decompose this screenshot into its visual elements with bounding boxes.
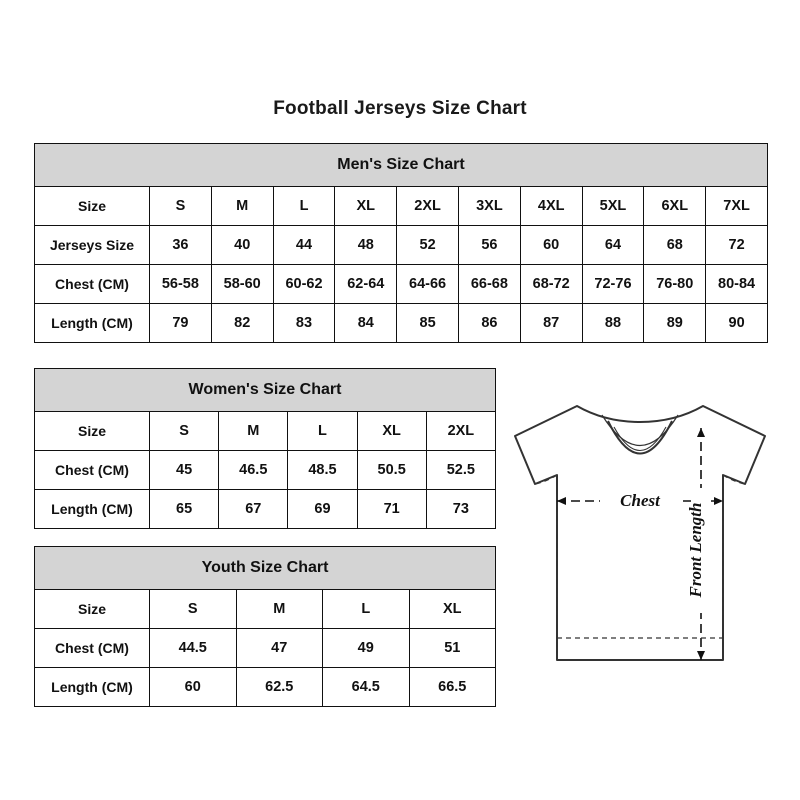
v-neck-icon [608, 421, 672, 454]
cell: XL [357, 412, 426, 451]
cell: L [273, 187, 335, 226]
length-arrow-top-icon [697, 428, 705, 437]
cell: 44 [273, 226, 335, 265]
cell: 2XL [397, 187, 459, 226]
cell: 86 [458, 304, 520, 343]
cell: 65 [150, 490, 219, 529]
cell: 85 [397, 304, 459, 343]
shirt-outline-icon [515, 406, 765, 660]
mens-size-table [34, 143, 768, 343]
womens-table-caption: Women's Size Chart [35, 369, 496, 412]
cell: 64.5 [323, 668, 410, 707]
cell: 50.5 [357, 451, 426, 490]
cell: 48 [335, 226, 397, 265]
cell: 62-64 [335, 265, 397, 304]
cell: 60-62 [273, 265, 335, 304]
cell: M [236, 590, 323, 629]
cell: 40 [211, 226, 273, 265]
cell: 48.5 [288, 451, 357, 490]
cell: 80-84 [706, 265, 768, 304]
cell: 60 [150, 668, 237, 707]
cell: 88 [582, 304, 644, 343]
cell: 64-66 [397, 265, 459, 304]
cell: 49 [323, 629, 410, 668]
row-header: Length (CM) [35, 668, 150, 707]
cell: 87 [520, 304, 582, 343]
cell: 56 [458, 226, 520, 265]
cell: 45 [150, 451, 219, 490]
cell: 68-72 [520, 265, 582, 304]
table-row [35, 265, 768, 304]
cell: 68 [644, 226, 706, 265]
cell: 72 [706, 226, 768, 265]
cell: 47 [236, 629, 323, 668]
cell: 73 [426, 490, 495, 529]
cell: L [323, 590, 410, 629]
cell: 72-76 [582, 265, 644, 304]
table-caption-row [35, 547, 496, 590]
row-header: Size [35, 412, 150, 451]
cell: 76-80 [644, 265, 706, 304]
cell: 69 [288, 490, 357, 529]
womens-size-table [34, 368, 496, 529]
cell: XL [409, 590, 496, 629]
cell: 64 [582, 226, 644, 265]
cell: 83 [273, 304, 335, 343]
row-header: Chest (CM) [35, 265, 150, 304]
row-header: Chest (CM) [35, 629, 150, 668]
youth-size-table [34, 546, 496, 707]
table-row [35, 304, 768, 343]
cell: 62.5 [236, 668, 323, 707]
mens-table-caption: Men's Size Chart [35, 144, 768, 187]
row-header: Length (CM) [35, 490, 150, 529]
cell: 2XL [426, 412, 495, 451]
front-length-label: Front Length [686, 502, 705, 598]
cell: 3XL [458, 187, 520, 226]
length-arrow-bottom-icon [697, 651, 705, 660]
jersey-measurement-diagram [505, 398, 775, 688]
cell: 71 [357, 490, 426, 529]
chest-label: Chest [620, 491, 660, 510]
row-header: Length (CM) [35, 304, 150, 343]
cell: 56-58 [150, 265, 212, 304]
cell: 4XL [520, 187, 582, 226]
cell: 89 [644, 304, 706, 343]
table-caption-row [35, 369, 496, 412]
cell: L [288, 412, 357, 451]
table-row [35, 187, 768, 226]
row-header: Jerseys Size [35, 226, 150, 265]
chest-arrow-left-icon [557, 497, 566, 505]
cell: 44.5 [150, 629, 237, 668]
table-row [35, 668, 496, 707]
cell: 66.5 [409, 668, 496, 707]
cell: 46.5 [219, 451, 288, 490]
cell: 84 [335, 304, 397, 343]
cell: S [150, 412, 219, 451]
cell: 52.5 [426, 451, 495, 490]
cell: 79 [150, 304, 212, 343]
cell: 6XL [644, 187, 706, 226]
cell: 58-60 [211, 265, 273, 304]
row-header: Chest (CM) [35, 451, 150, 490]
cell: 60 [520, 226, 582, 265]
cell: 7XL [706, 187, 768, 226]
v-neck-inner-icon [614, 427, 666, 451]
cell: XL [335, 187, 397, 226]
table-row [35, 590, 496, 629]
table-row [35, 451, 496, 490]
cell: S [150, 590, 237, 629]
cell: 67 [219, 490, 288, 529]
cell: 51 [409, 629, 496, 668]
youth-table-caption: Youth Size Chart [35, 547, 496, 590]
table-row [35, 226, 768, 265]
cell: M [211, 187, 273, 226]
table-row [35, 490, 496, 529]
cell: 5XL [582, 187, 644, 226]
chest-arrow-right-icon [714, 497, 723, 505]
table-row [35, 629, 496, 668]
row-header: Size [35, 590, 150, 629]
cell: 52 [397, 226, 459, 265]
cell: 90 [706, 304, 768, 343]
cell: S [150, 187, 212, 226]
row-header: Size [35, 187, 150, 226]
page-title: Football Jerseys Size Chart [273, 98, 527, 119]
cell: 82 [211, 304, 273, 343]
cell: 36 [150, 226, 212, 265]
cell: M [219, 412, 288, 451]
cell: 66-68 [458, 265, 520, 304]
table-caption-row [35, 144, 768, 187]
table-row [35, 412, 496, 451]
